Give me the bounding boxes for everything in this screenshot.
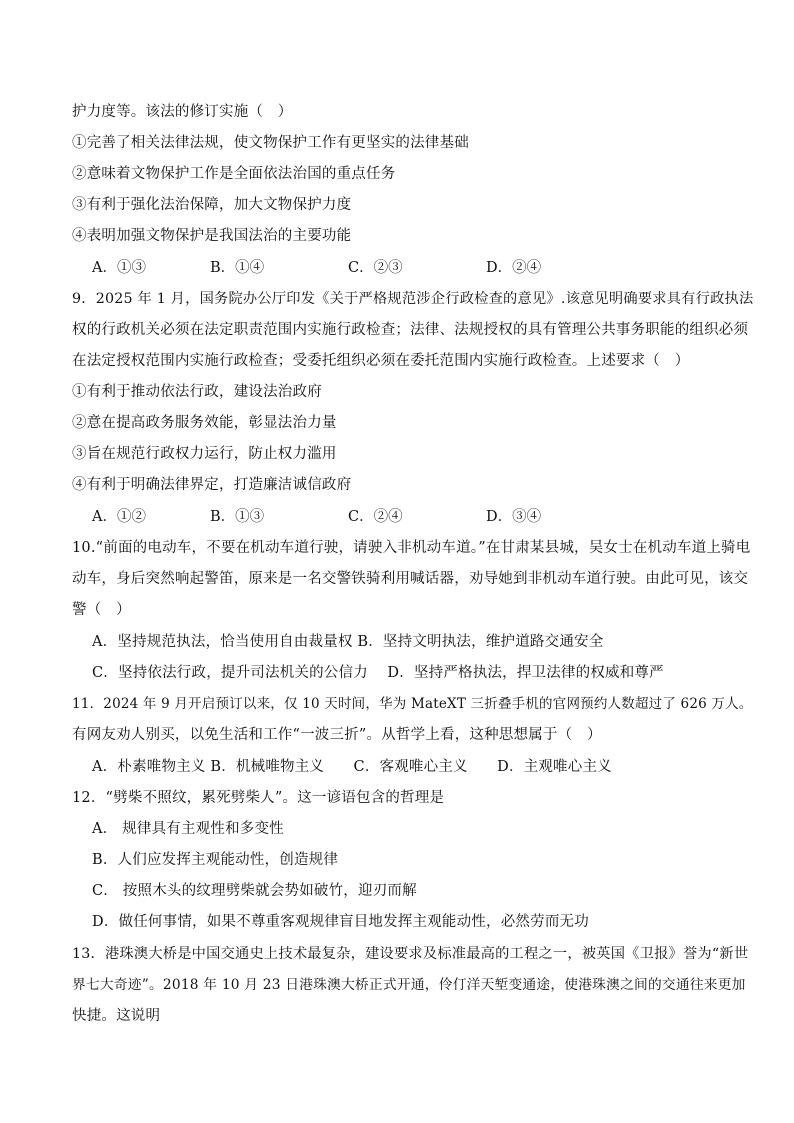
q10-options-cd: C．坚持依法行政，提升司法机关的公信力 D．坚持严格执法，捍卫法律的权威和尊严	[92, 665, 664, 681]
q10-line-2: 动车，身后突然响起警笛，原来是一名交警铁骑利用喊话器，劝导她到非机动车道行驶。由此可见，该交	[72, 571, 749, 587]
q8-option-c: C．②③	[348, 260, 403, 276]
q9-item-4: ④有利于明确法律界定，打造廉洁诚信政府	[72, 477, 352, 493]
q9-item-1: ①有利于推动依法行政，建设法治政府	[72, 384, 322, 400]
q9-line-3: 在法定授权范围内实施行政检查；受委托组织必须在委托范围内实施行政检查。上述要求（ ）	[72, 353, 690, 369]
q12-option-a: A． 规律具有主观性和多变性	[92, 821, 284, 837]
q11-options: A．朴素唯物主义 B．机械唯物主义 C．客观唯心主义 D．主观唯心主义	[92, 759, 612, 775]
q10-options-ab: A．坚持规范执法，恰当使用自由裁量权 B．坚持文明执法，维护道路交通安全	[92, 634, 604, 650]
q13-line-2: 界七大奇迹”。2018 年 10 月 23 日港珠澳大桥正式开通，伶仃洋天堑变通途，使港珠澳之间的交通往来更加	[72, 977, 746, 993]
q9-option-c: C．②④	[348, 509, 403, 525]
q9-line-2: 权的行政机关必须在法定职责范围内实施行政检查；法律、法规授权的具有管理公共事务职能的组织必须	[72, 322, 749, 338]
q9-item-2: ②意在提高政务服务效能，彰显法治力量	[72, 415, 337, 431]
q8-item-4: ④表明加强文物保护是我国法治的主要功能	[72, 228, 352, 244]
q13-line-3: 快捷。这说明	[72, 1008, 161, 1024]
q10-line-1: 10.“前面的电动车，不要在机动车道行驶，请驶入非机动车道。”在甘肃某县城，吴女士在机动车道上骑电	[72, 540, 751, 556]
q8-item-3: ③有利于强化法治保障，加大文物保护力度	[72, 197, 352, 213]
q9-item-3: ③旨在规范行政权力运行，防止权力滥用	[72, 446, 337, 462]
q12-option-c: C． 按照木头的纹理劈柴就会势如破竹，迎刃而解	[92, 883, 417, 899]
q13-line-1: 13．港珠澳大桥是中国交通史上技术最复杂，建设要求及标准最高的工程之一，被英国《卫报》誉为“新世	[72, 946, 749, 962]
q12-line: 12．“劈柴不照纹，累死劈柴人”。这一谚语包含的哲理是	[72, 790, 445, 806]
q9-option-d: D．③④	[486, 509, 542, 525]
q8-item-2: ②意味着文物保护工作是全面依法治国的重点任务	[72, 166, 396, 182]
q8-option-b: B．①④	[210, 260, 265, 276]
q12-option-b: B．人们应发挥主观能动性，创造规律	[92, 852, 339, 868]
q8-option-a: A．①③	[92, 260, 146, 276]
q9-line-1: 9．2025 年 1 月，国务院办公厅印发《关于严格规范涉企行政检查的意见》.该意见明确要求具有行政执法	[72, 291, 754, 307]
q9-option-b: B．①③	[210, 509, 265, 525]
q8-tail: 护力度等。该法的修订实施（ ）	[72, 104, 293, 120]
q11-line-1: 11．2024 年 9 月开启预订以来，仅 10 天时间，华为 MateXT 三折叠手机的官网预约人数超过了 626 万人。	[72, 696, 753, 712]
q9-option-a: A．①②	[92, 509, 146, 525]
q8-item-1: ①完善了相关法律法规，使文物保护工作有更坚实的法律基础	[72, 135, 469, 151]
q11-line-2: 有网友劝人别买，以免生活和工作“一波三折”。从哲学上看，这种思想属于（ ）	[72, 727, 602, 743]
q8-option-d: D．②④	[486, 260, 542, 276]
q12-option-d: D．做任何事情，如果不尊重客观规律盲目地发挥主观能动性，必然劳而无功	[92, 914, 589, 930]
q10-line-3: 警（ ）	[72, 602, 131, 618]
